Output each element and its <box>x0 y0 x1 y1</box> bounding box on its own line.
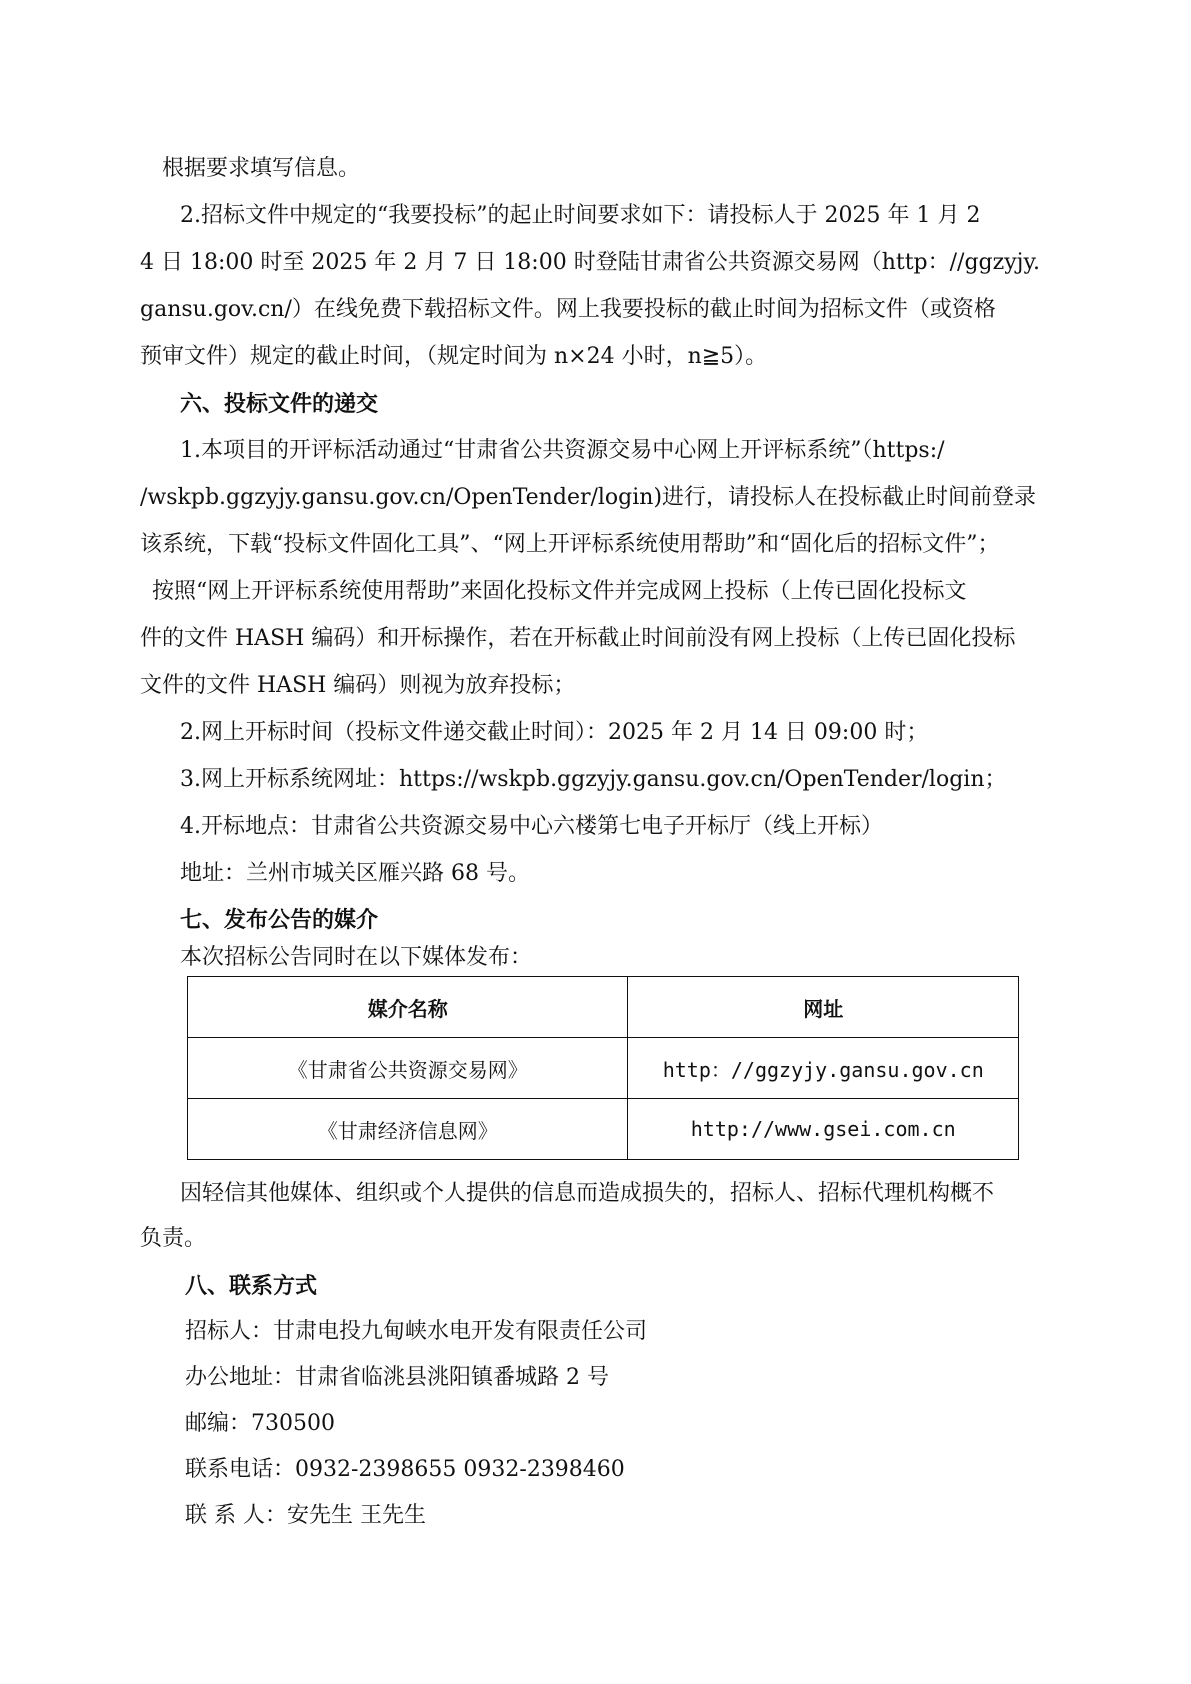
section-heading: 七、发布公告的媒介 <box>180 907 379 933</box>
text-line: 根据要求填写信息。 <box>162 156 361 181</box>
text-line: 因轻信其他媒体、组织或个人提供的信息而造成损失的，招标人、招标代理机构概不 <box>180 1181 995 1206</box>
text-line: /wskpb.ggzyjy.gansu.gov.cn/OpenTender/login)进行，请投标人在投标截止时间前登录 <box>140 485 1037 510</box>
text-line: 1.本项目的开评标活动通过“甘肃省公共资源交易中心网上开评标系统”（https:/ <box>180 438 945 463</box>
section-heading: 八、联系方式 <box>185 1273 318 1299</box>
table-row <box>188 1099 1019 1160</box>
table-cell: 《甘肃省公共资源交易网》 <box>188 1038 628 1099</box>
text-line: 件的文件 HASH 编码）和开标操作，若在开标截止时间前没有网上投标（上传已固化投标 <box>140 626 1016 651</box>
text-line: 办公地址：甘肃省临洮县洮阳镇番城路 2 号 <box>185 1365 609 1390</box>
text-line: 3.网上开标系统网址：https://wskpb.ggzyjy.gansu.gov.cn/OpenTender/login； <box>180 767 1007 792</box>
table-header-row <box>188 977 1019 1038</box>
text-line: 联 系 人：安先生 王先生 <box>185 1503 426 1528</box>
section-heading: 六、投标文件的递交 <box>180 391 379 417</box>
table-header-cell: 网址 <box>628 977 1019 1038</box>
text-line: 4.开标地点：甘肃省公共资源交易中心六楼第七电子开标厅（线上开标） <box>180 814 883 839</box>
text-line: 2.网上开标时间（投标文件递交截止时间）：2025 年 2 月 14 日 09:00 时； <box>180 720 929 745</box>
table-cell: 《甘肃经济信息网》 <box>188 1099 628 1160</box>
text-line: 按照“网上开评标系统使用帮助”来固化投标文件并完成网上投标（上传已固化投标文 <box>152 579 967 604</box>
text-line: 邮编：730500 <box>185 1411 335 1436</box>
media-table <box>187 976 1019 1160</box>
text-line: 4 日 18:00 时至 2025 年 2 月 7 日 18:00 时登陆甘肃省公共资源交易网（http：//ggzyjy. <box>140 250 1040 275</box>
table-header-cell: 媒介名称 <box>188 977 628 1038</box>
text-line: 2.招标文件中规定的“我要投标”的起止时间要求如下：请投标人于 2025 年 1 月 2 <box>180 203 981 228</box>
table-cell: http：//ggzyjy.gansu.gov.cn <box>628 1038 1019 1099</box>
text-line: 负责。 <box>140 1226 207 1251</box>
text-line: 本次招标公告同时在以下媒体发布： <box>180 945 533 970</box>
text-line: 预审文件）规定的截止时间，（规定时间为 n×24 小时，n≧5）。 <box>140 344 768 369</box>
text-line: gansu.gov.cn/）在线免费下载招标文件。网上我要投标的截止时间为招标文件（或资格 <box>140 297 996 322</box>
text-line: 招标人：甘肃电投九甸峡水电开发有限责任公司 <box>185 1319 648 1344</box>
table-cell: http://www.gsei.com.cn <box>628 1099 1019 1160</box>
text-line: 文件的文件 HASH 编码）则视为放弃投标； <box>140 673 576 698</box>
table-row <box>188 1038 1019 1099</box>
text-line: 联系电话：0932-2398655 0932-2398460 <box>185 1457 625 1482</box>
text-line: 该系统，下载“投标文件固化工具”、“网上开评标系统使用帮助”和“固化后的招标文件”； <box>140 532 1000 557</box>
text-line: 地址：兰州市城关区雁兴路 68 号。 <box>180 861 530 886</box>
